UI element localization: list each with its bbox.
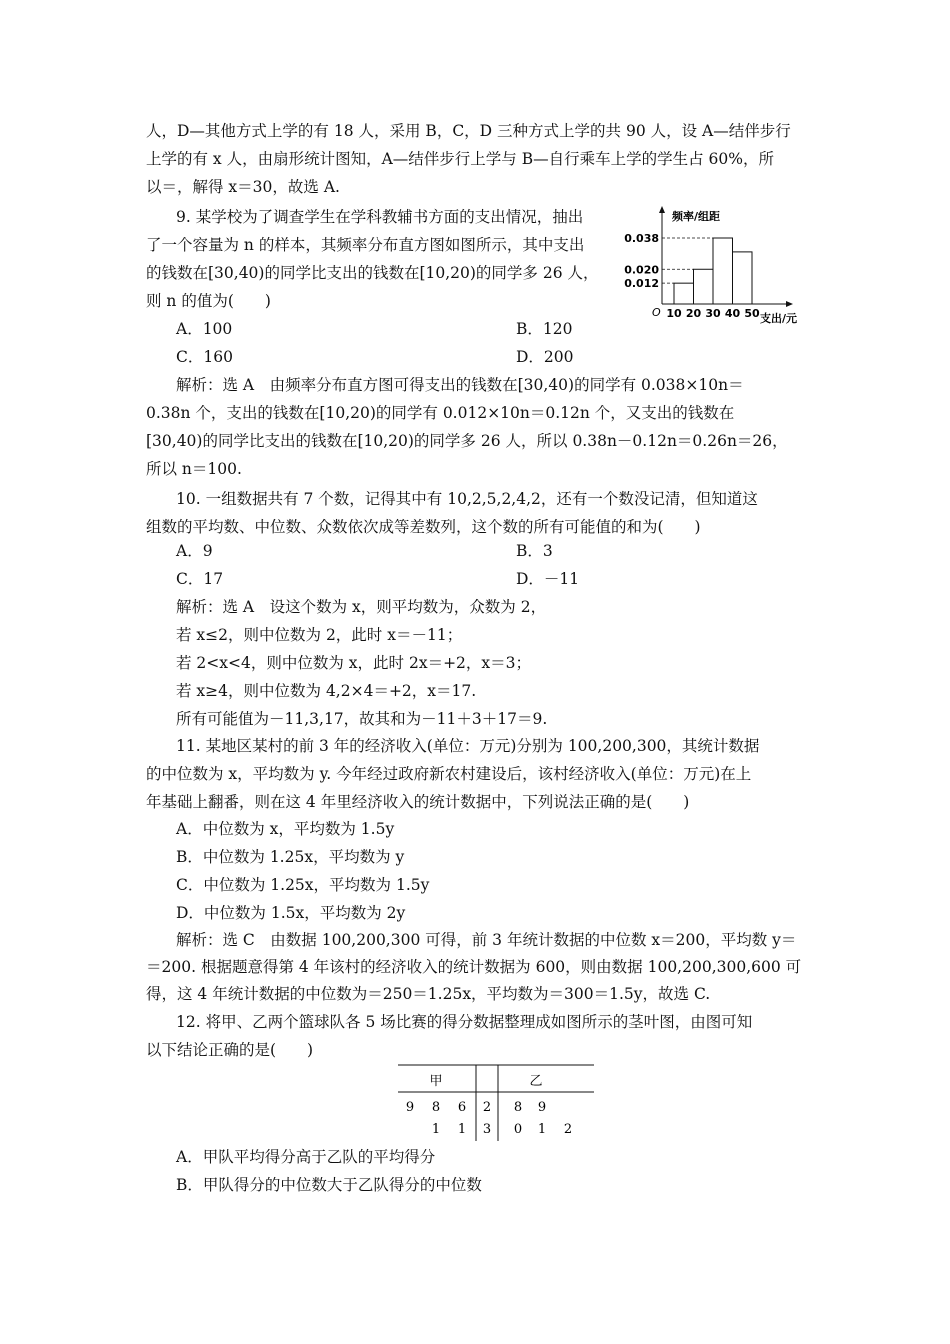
- right-leaf: 2: [563, 1122, 573, 1137]
- left-leaf: 1: [431, 1122, 441, 1137]
- y-axis-arrow: [659, 206, 665, 213]
- q10-option-d: D．－11: [516, 570, 580, 588]
- q10-stem-line: 组数的平均数、中位数、众数依次成等差数列，这个数的所有可能值的和为( ): [146, 518, 701, 536]
- q10-solution-line: 若 2<x<4，则中位数为 x，此时 2x＝+2，x＝3；: [176, 654, 532, 672]
- x-tick-label: 30: [705, 307, 721, 320]
- q9-stem-line: 的钱数在[30,40)的同学比支出的钱数在[10,20)的同学多 26 人，: [146, 264, 599, 282]
- q10-option-b: B．3: [516, 542, 553, 560]
- right-leaf: 0: [513, 1122, 523, 1137]
- q10-stem-line: 10. 一组数据共有 7 个数，记得其中有 10,2,5,2,4,2，还有一个数没记清，但知道这: [176, 490, 758, 508]
- intro-line: 上学的有 x 人，由扇形统计图知，A—结伴步行上学与 B—自行乘车上学的学生占 60%，所: [146, 150, 774, 168]
- q9-solution-line: [30,40)的同学比支出的钱数在[10,20)的同学多 26 人，所以 0.38n－0.12n＝0.26n＝26，: [146, 432, 788, 450]
- intro-line: 人，D—其他方式上学的有 18 人，采用 B，C，D 三种方式上学的共 90 人，设 A—结伴步行: [146, 122, 791, 140]
- origin-label: O: [652, 306, 661, 319]
- histogram-bar: [733, 252, 753, 304]
- y-tick-label: 0.020: [624, 263, 659, 277]
- q10-option-a: A．9: [176, 542, 213, 560]
- q9-solution-line: 0.38n 个，支出的钱数在[10,20)的同学有 0.012×10n＝0.12n 个，又支出的钱数在: [146, 404, 735, 422]
- q9-solution-line: 解析：选 A 由频率分布直方图可得支出的钱数在[30,40)的同学有 0.038×10n＝: [176, 376, 744, 394]
- stem-value: 2: [482, 1100, 492, 1115]
- q11-stem-line: 年基础上翻番，则在这 4 年里经济收入的统计数据中，下列说法正确的是( ): [146, 793, 690, 811]
- q11-option-d: D．中位数为 1.5x，平均数为 2y: [176, 904, 406, 922]
- right-leaf: 1: [537, 1122, 547, 1137]
- q11-stem-line: 的中位数为 x，平均数为 y. 今年经过政府新农村建设后，该村经济收入(单位：万元)在上: [146, 765, 752, 783]
- intro-line: 以＝，解得 x＝30，故选 A.: [146, 178, 340, 196]
- y-tick-label: 0.038: [624, 232, 659, 245]
- right-leaf: 9: [537, 1100, 547, 1115]
- q9-option-d: D．200: [516, 348, 574, 366]
- q9-stem-line: 则 n 的值为( ): [146, 292, 271, 310]
- left-leaf: 9: [405, 1100, 415, 1115]
- q9-solution-line: 所以 n＝100.: [146, 460, 242, 478]
- right-leaf: 8: [513, 1100, 523, 1115]
- histogram-bars: [674, 238, 752, 304]
- q10-solution-line: 若 x≤2，则中位数为 2，此时 x＝－11；: [176, 626, 463, 644]
- stem-and-leaf-plot: [396, 1063, 596, 1143]
- q11-stem-line: 11. 某地区某村的前 3 年的经济收入(单位：万元)分别为 100,200,300，其统计数据: [176, 737, 760, 755]
- q9-stem-line: 9. 某学校为了调查学生在学科教辅书方面的支出情况，抽出: [176, 208, 584, 226]
- q9-option-c: C．160: [176, 348, 233, 366]
- histogram-bar: [694, 269, 714, 304]
- frequency-histogram: [620, 200, 820, 325]
- left-header: 甲: [429, 1074, 443, 1089]
- left-leaf: 8: [431, 1100, 441, 1115]
- stem-leaf-rows: [406, 1100, 572, 1137]
- x-tick-label: 40: [724, 307, 741, 320]
- y-tick-labels: [624, 232, 659, 290]
- x-tick-label: 50: [744, 307, 760, 320]
- q12-option-a: A．甲队平均得分高于乙队的平均得分: [176, 1148, 436, 1166]
- q11-solution-line: 得，这 4 年统计数据的中位数为＝250＝1.25x，平均数为＝300＝1.5y，故选 C.: [146, 985, 711, 1003]
- q9-option-a: A．100: [176, 320, 233, 338]
- x-axis-arrow: [786, 301, 793, 307]
- right-header: 乙: [529, 1074, 543, 1089]
- y-tick-label: 0.012: [624, 277, 659, 291]
- q10-solution-line: 所有可能值为－11,3,17，故其和为－11＋3＋17＝9.: [176, 710, 548, 728]
- q11-solution-line: ＝200. 根据题意得第 4 年该村的经济收入的统计数据为 600，则由数据 100,200,300,600 可: [146, 958, 802, 976]
- histogram-bar: [674, 283, 694, 304]
- q9-stem-line: 了一个容量为 n 的样本，其频率分布直方图如图所示，其中支出: [146, 236, 585, 254]
- q10-option-c: C．17: [176, 570, 224, 588]
- q11-option-b: B．中位数为 1.25x，平均数为 y: [176, 848, 405, 866]
- q10-solution-line: 解析：选 A 设这个数为 x，则平均数为，众数为 2，: [176, 598, 547, 616]
- q11-option-c: C．中位数为 1.25x，平均数为 1.5y: [176, 876, 430, 894]
- q12-stem-line: 以下结论正确的是( ): [146, 1041, 314, 1059]
- q11-option-a: A．中位数为 x，平均数为 1.5y: [176, 820, 395, 838]
- q9-option-b: B．120: [516, 320, 573, 338]
- histogram-bar: [713, 238, 733, 304]
- x-tick-labels: [666, 307, 760, 320]
- left-leaf: 1: [457, 1122, 467, 1137]
- stem-value: 3: [482, 1122, 492, 1137]
- q12-stem-line: 12. 将甲、乙两个篮球队各 5 场比赛的得分数据整理成如图所示的茎叶图，由图可知: [176, 1013, 753, 1031]
- q11-solution-line: 解析：选 C 由数据 100,200,300 可得，前 3 年统计数据的中位数 x＝200，平均数 y＝: [176, 931, 797, 949]
- x-axis-label: 支出/元: [760, 312, 798, 325]
- q10-solution-line: 若 x≥4，则中位数为 4,2×4＝+2，x＝17.: [176, 682, 477, 700]
- left-leaf: 6: [457, 1100, 467, 1115]
- x-tick-label: 10: [666, 307, 682, 320]
- x-tick-label: 20: [685, 307, 702, 320]
- y-axis-label: 频率/组距: [672, 210, 721, 223]
- q12-option-b: B．甲队得分的中位数大于乙队得分的中位数: [176, 1176, 482, 1194]
